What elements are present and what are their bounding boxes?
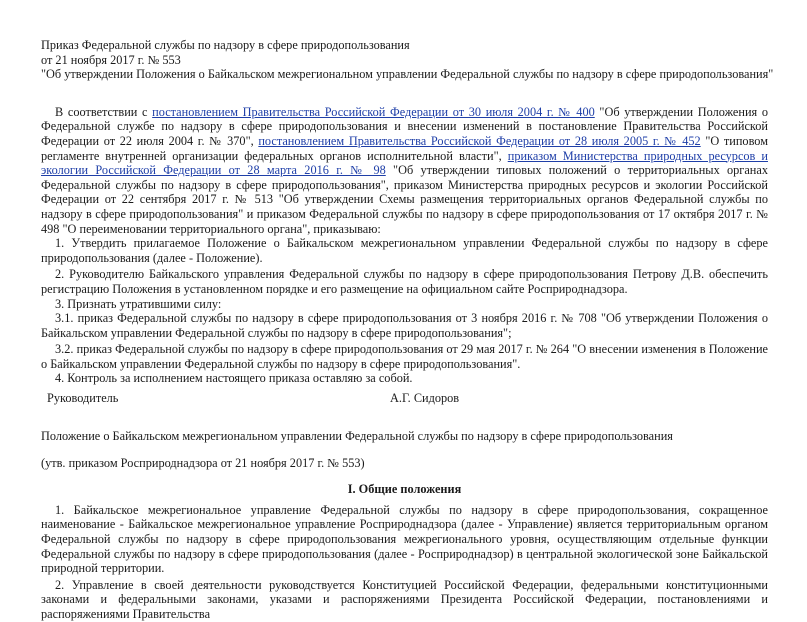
item-4: 4. Контроль за исполнением настоящего приказа оставляю за собой. [55,371,413,386]
item-3-2: 3.2. приказ Федеральной службы по надзору в сфере природопользования от 29 мая 2017 г. № 264 "О внесении изменения в Положение о Байкальском управлении Федеральной службы по надзору в сфере природопользования". [41,342,768,371]
document-header [41,38,774,82]
item-3: 3. Признать утратившими силу: [55,296,222,311]
preamble-text-1: В соответствии с [55,104,153,119]
link-order-98[interactable]: приказом Министерства природных ресурсов и экологии Российской Федерации от 28 марта 2016 г. № 98 [41,148,768,178]
order-date: от 21 ноября 2017 г. № 553 [41,52,181,67]
signature-name: А.Г. Сидоров [390,391,460,406]
appendix-title: Положение о Байкальском межрегиональном управлении Федеральной службы по надзору в сфере природопользования [41,429,673,444]
item-1: 1. Утвердить прилагаемое Положение о Байкальском межрегиональном управлении Федеральной службы по надзору в сфере природопользования (далее - Положение). [41,236,768,265]
signature-block [41,391,768,406]
section-paragraph-2: 2. Управление в своей деятельности руководствуется Конституцией Российской Федерации, федеральными конституционными законами и федеральными законами, указами и распоряжениями Президента Российской Федерации, постановлениями и распоряжениями Правительства [41,577,768,621]
item-2: 2. Руководителю Байкальского управления Федеральной службы по надзору в сфере природопользования Петрову Д.В. обеспечить регистрацию Положения в установленном порядке и его размещение на официальном сайте Росприроднадзора. [41,267,768,296]
signature-role: Руководитель [47,391,119,406]
section-title: I. Общие положения [347,482,462,497]
link-decree-452[interactable]: постановлением Правительства Российской Федерации от 28 июля 2005 г. № 452 [258,133,701,148]
preamble-paragraph [41,105,768,236]
preamble-text-2: "Об утверждении Положения о Федеральной службе по надзору в сфере природопользования и внесении изменений в постановление Правительства Российской Федерации от 22 июля 2004 г. № 370", [41,104,768,148]
section-paragraph-1: 1. Байкальское межрегиональное управление Федеральной службы по надзору в сфере природопользования, сокращенное наименование - Байкальское межрегиональное управление Росприроднадзора (далее - Управление) является территориальным органом Федеральной службы по надзору в сфере природопользования межрегионального уровня, осуществляющим отдельные функции Федеральной службы по надзору в сфере природопользования (далее - Росприроднадзор) в центральной экологической зоне Байкальской природной территории. [41,502,768,576]
order-title: Приказ Федеральной службы по надзору в сфере природопользования [41,38,410,52]
link-decree-400[interactable]: постановлением Правительства Российской Федерации от 30 июля 2004 г. № 400 [152,104,595,119]
order-subject: "Об утверждении Положения о Байкальском межрегиональном управлении Федеральной службы по надзору в сфере природопользования" [41,67,774,82]
preamble-text-3: "О типовом регламенте внутренней организации федеральных органов исполнительной власти", [41,133,768,163]
appendix-approved: (утв. приказом Росприроднадзора от 21 ноября 2017 г. № 553) [41,455,365,470]
document-page [41,38,774,622]
preamble-text-4: "Об утверждении типовых положений о территориальных органах Федеральной службы по надзору в сфере природопользования", приказом Министерства природных ресурсов и экологии Российской Федерации от 22 сентября 2017 г. № 513 "Об утверждении Схемы размещения территориальных органов Федеральной службы по надзору в сфере природопользования" и приказом Федеральной службы по надзору в сфере природопользования от 17 октября 2017 г. № 498 "О переименовании территориального органа", приказываю: [41,163,768,236]
item-3-1: 3.1. приказ Федеральной службы по надзору в сфере природопользования от 3 ноября 2016 г. № 708 "Об утверждении Положения о Байкальском управлении Федеральной службы по надзору в сфере природопользования"; [41,311,768,340]
